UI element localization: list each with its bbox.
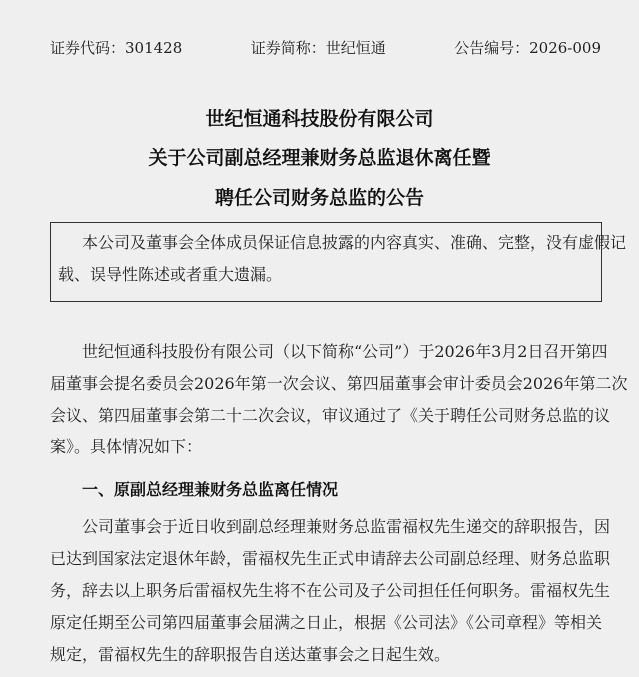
section-line: 公司董事会于近日收到副总经理兼财务总监雷福权先生递交的辞职报告，因 xyxy=(82,517,611,536)
intro-line: 会议、第四届董事会第二十二次会议，审议通过了《关于聘任公司财务总监的议 xyxy=(50,406,611,425)
section-line: 务，辞去以上职务后雷福权先生将不在公司及子公司担任任何职务。雷福权先生 xyxy=(50,581,611,600)
statement-line: 本公司及董事会全体成员保证信息披露的内容真实、准确、完整，没有虚假记 xyxy=(82,233,627,252)
statement-line: 载、误导性陈述或者重大遗漏。 xyxy=(58,265,283,284)
intro-line: 案》。具体情况如下： xyxy=(50,437,203,456)
document-header xyxy=(50,37,601,58)
company-title: 世纪恒通科技股份有限公司 xyxy=(205,108,434,130)
section-line: 原定任期至公司第四届董事会届满之日止，根据《公司法》《公司章程》等相关 xyxy=(50,613,603,632)
security-code: 证券代码：301428 xyxy=(50,39,183,57)
notice-number: 公告编号：2026-009 xyxy=(454,39,601,57)
section-line: 规定，雷福权先生的辞职报告自送达董事会之日起生效。 xyxy=(50,645,451,664)
section-line: 已达到国家法定退休年龄，雷福权先生正式申请辞去公司副总经理、财务总监职 xyxy=(50,549,611,568)
notice-title-line1: 关于公司副总经理兼财务总监退休离任暨 xyxy=(148,147,491,169)
notice-title-line2: 聘任公司财务总监的公告 xyxy=(214,187,424,209)
security-short-name: 证券简称：世纪恒通 xyxy=(250,39,386,57)
section-heading: 一、原副总经理兼财务总监离任情况 xyxy=(82,480,339,499)
intro-line: 届董事会提名委员会2026年第一次会议、第四届董事会审计委员会2026年第二次 xyxy=(50,374,628,393)
intro-line: 世纪恒通科技股份有限公司（以下简称“公司”）于2026年3月2日召开第四 xyxy=(82,342,608,361)
